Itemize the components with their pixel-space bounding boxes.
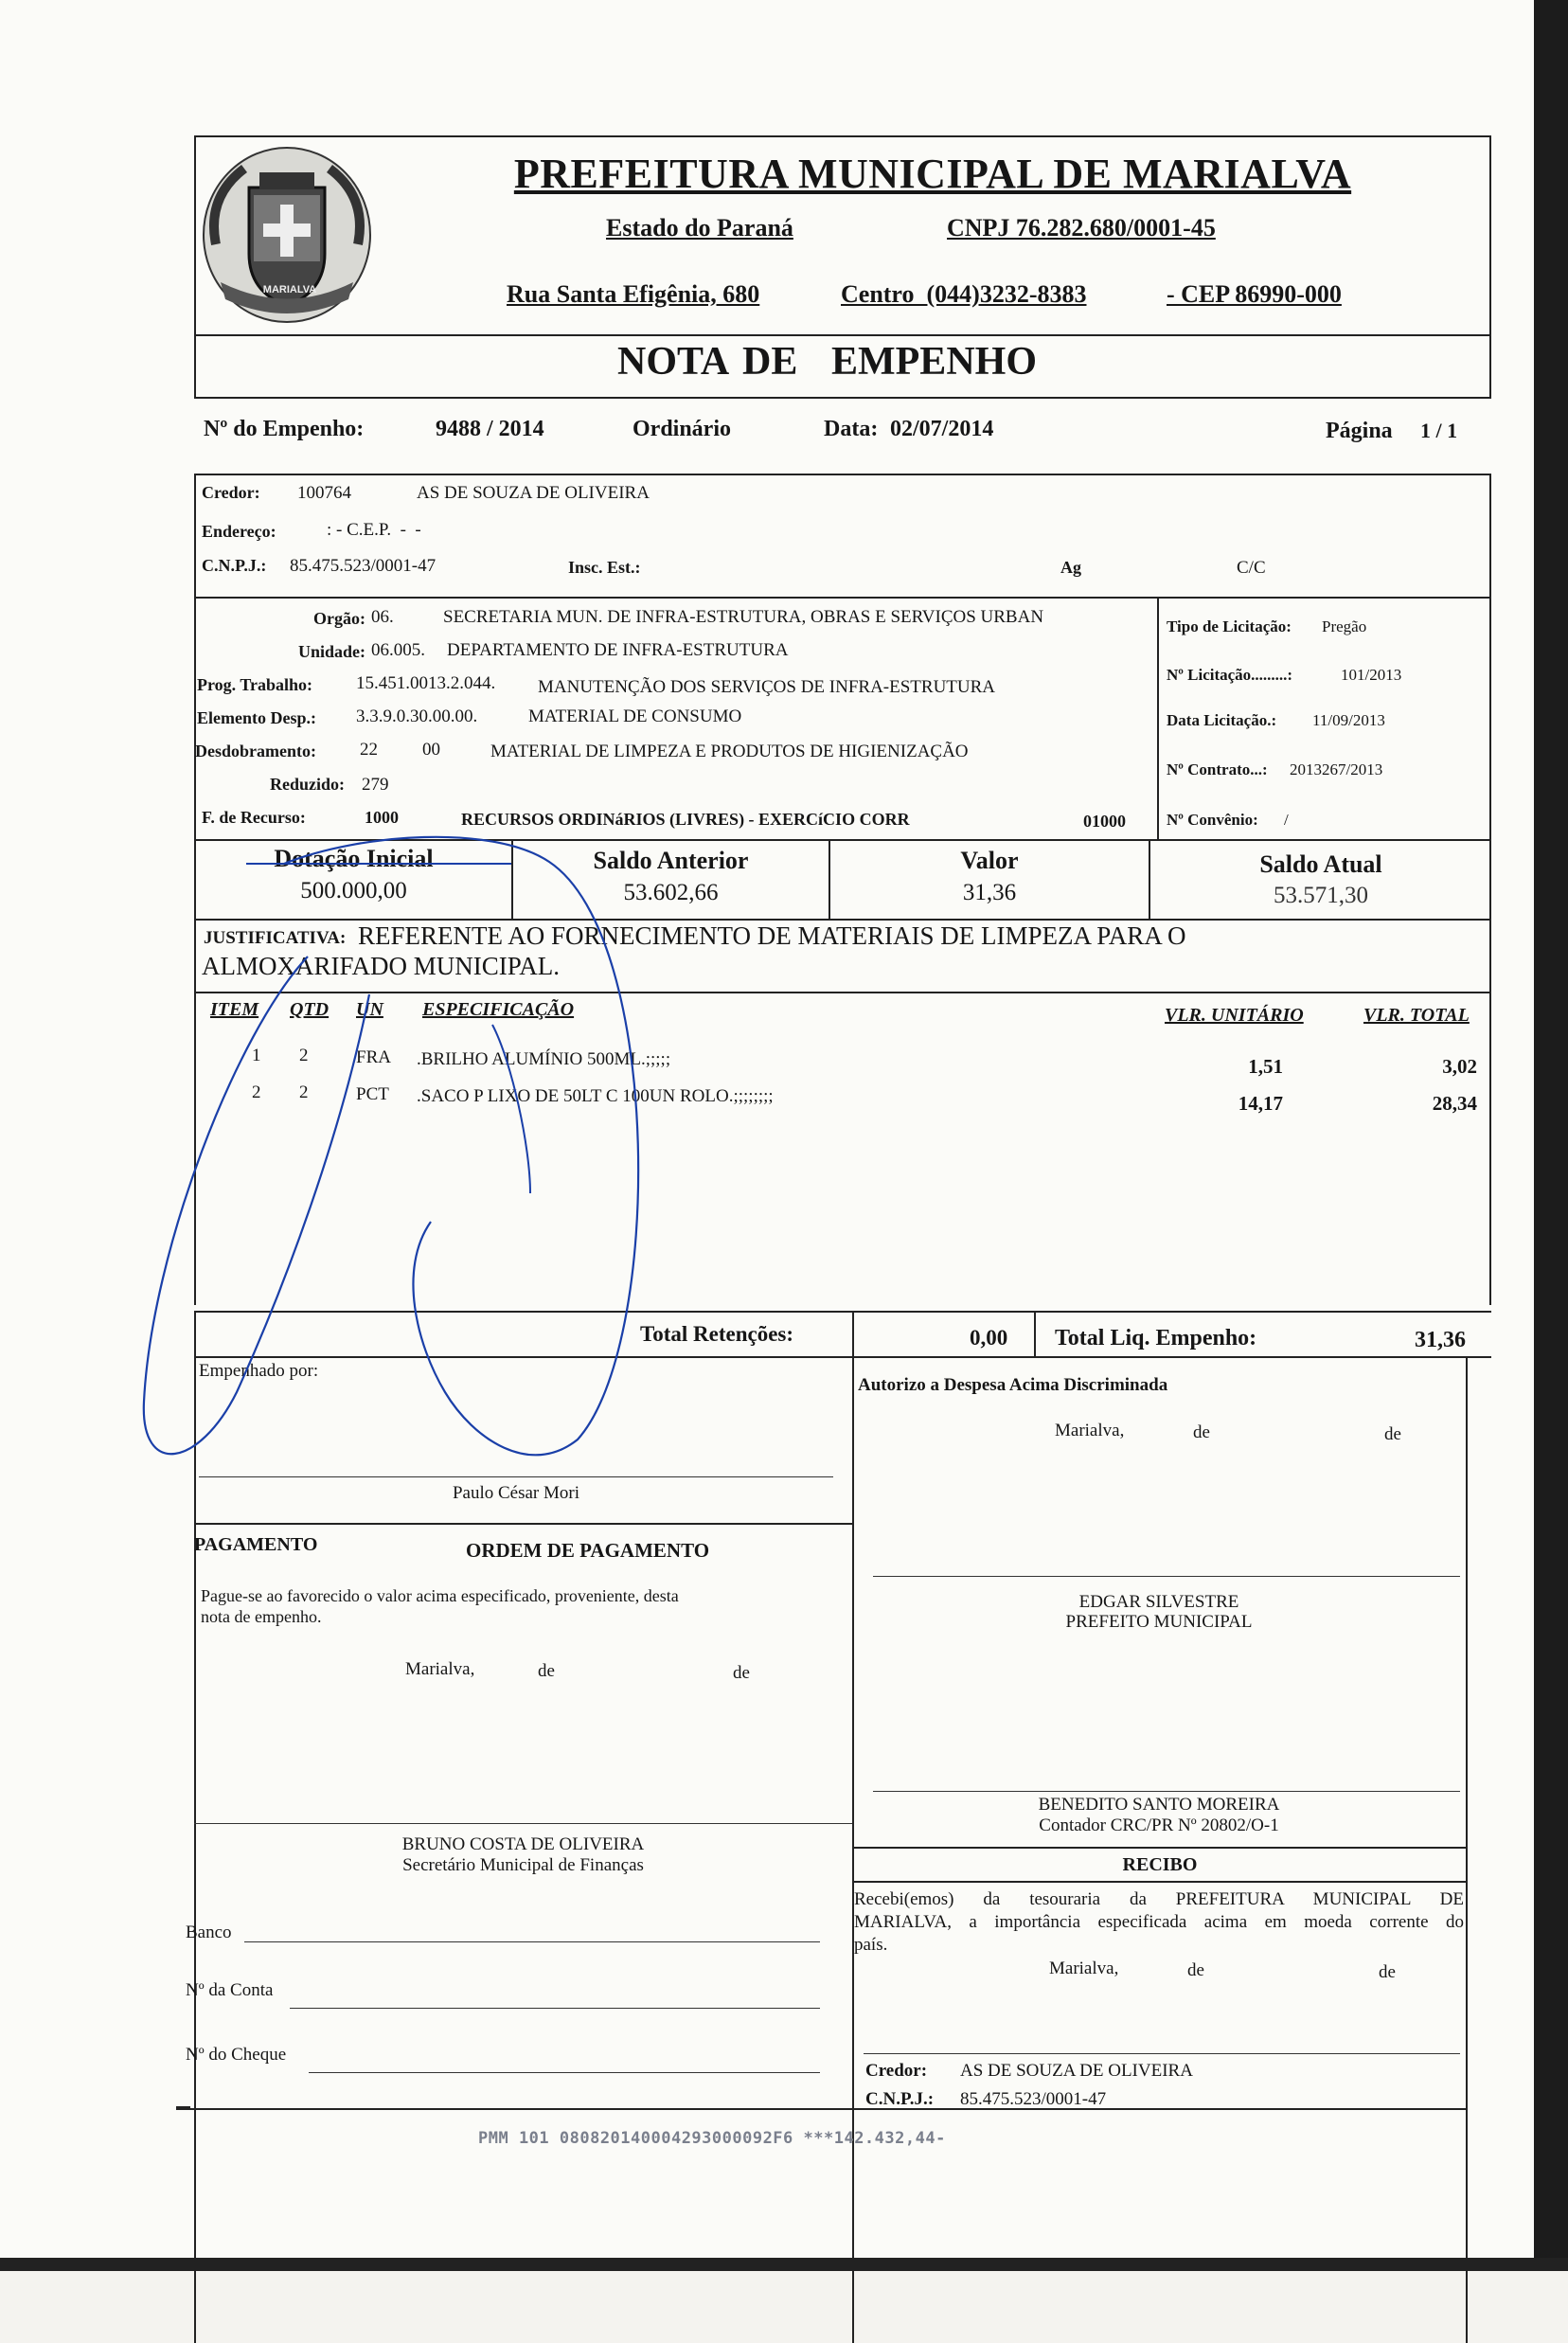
credor-code: 100764 [297,483,351,503]
autorizo-de-2: de [1384,1424,1401,1444]
saldo-atual-label: Saldo Atual [1259,850,1382,878]
divider [194,1311,1491,1313]
insc-est-label: Insc. Est.: [568,558,641,577]
divider [1466,1356,1468,2343]
signature-line [873,1791,1460,1792]
signature-line [873,1576,1460,1577]
prog-trabalho-code: 15.451.0013.2.044. [356,673,496,693]
item-especificacao: .BRILHO ALUMÍNIO 500ML.;;;;; [417,1049,671,1069]
dotacao-inicial-value: 500.000,00 [300,878,407,903]
contrato-label: Nº Contrato...: [1167,760,1268,778]
endereco-label: Endereço: [202,522,276,541]
column-header-un: UN [356,999,383,1020]
item-un: PCT [356,1084,389,1104]
prefeito-name: EDGAR SILVESTRE [1078,1592,1239,1612]
column-header-especificacao: ESPECIFICAÇÃO [422,999,575,1020]
unidade-label: Unidade: [297,642,365,661]
item-number: 1 [252,1046,261,1065]
total-liq-value: 31,36 [1415,1328,1466,1352]
divider [194,334,1491,336]
recibo-line-1: Recebi(emos) da tesouraria da PREFEITURA MUNICIPAL DE [854,1889,1464,1909]
page-label: Página [1326,419,1393,443]
prefeito-title: PREFEITO MUNICIPAL [1065,1612,1253,1632]
secretario-name: BRUNO COSTA DE OLIVEIRA [401,1834,645,1854]
cheque-field[interactable] [309,2072,820,2073]
divider [852,1847,1468,1849]
pagamento-text-line-1: Pague-se ao favorecido o valor acima especificado, proveniente, desta [201,1586,679,1605]
divider [1489,919,1491,1305]
empenho-type: Ordinário [633,417,732,441]
autorizo-de-1: de [1193,1422,1210,1442]
signature-line [194,1823,852,1824]
column-header-qtd: QTD [290,999,330,1020]
district-phone: Centro (044)3232-8383 [841,280,1087,308]
prog-trabalho-label: Prog. Trabalho: [197,675,313,694]
justificativa-line-1: REFERENTE AO FORNECIMENTO DE MATERIAIS DE LIMPEZA PARA O [358,921,1186,950]
scan-edge [1534,0,1568,2271]
divider [194,397,1491,399]
autorizo-city: Marialva, [1055,1421,1125,1440]
municipality-title: PREFEITURA MUNICIPAL DE MARIALVA [513,151,1352,197]
divider [194,1356,1491,1358]
fonte-recurso-code: 1000 [365,808,399,827]
pagamento-de-1: de [538,1661,555,1681]
elemento-name: MATERIAL DE CONSUMO [528,706,742,726]
convenio-label: Nº Convênio: [1167,811,1258,829]
divider [194,992,1491,993]
recibo-label: RECIBO [1122,1854,1198,1875]
justificativa-line-2: ALMOXARIFADO MUNICIPAL. [202,952,561,980]
municipal-crest-logo [197,140,377,330]
divider [852,1881,1468,1883]
banco-field[interactable] [244,1941,820,1942]
justificativa-label: JUSTIFICATIVA: [204,928,347,948]
licitacao-date: 11/09/2013 [1312,711,1385,729]
recibo-de-2: de [1379,1962,1396,1982]
cheque-label: Nº do Cheque [186,2045,287,2065]
item-valor-unitario: 14,17 [1238,1092,1283,1115]
signature-line [864,2053,1460,2054]
empenhado-por-label: Empenhado por: [199,1361,319,1381]
licitacao-number: 101/2013 [1341,666,1402,684]
agencia-label: Ag [1060,558,1081,577]
street-address: Rua Santa Efigênia, 680 [507,280,760,308]
doc-title-empenho: EMPENHO [831,340,1037,384]
recibo-cnpj-label: C.N.P.J.: [865,2089,935,2109]
empenho-date: 02/07/2014 [890,417,994,441]
pagamento-de-2: de [733,1663,750,1683]
recibo-city: Marialva, [1049,1958,1119,1978]
divider [194,1523,852,1525]
cep: - CEP 86990-000 [1167,280,1342,308]
cnpj-label: C.N.P.J.: [202,556,267,575]
column-header-item: ITEM [210,999,259,1020]
signature-line [199,1476,833,1477]
doc-title-de: DE [742,340,798,384]
saldo-anterior-value: 53.602,66 [623,880,719,905]
state-label: Estado do Paraná [606,214,793,241]
elemento-label: Elemento Desp.: [197,708,316,727]
item-valor-total: 3,02 [1442,1055,1477,1078]
licitacao-date-label: Data Licitação.: [1167,711,1277,729]
secretario-title: Secretário Municipal de Finanças [402,1855,644,1875]
recibo-cnpj: 85.475.523/0001-47 [960,2089,1107,2109]
saldo-atual-value: 53.571,30 [1274,883,1368,908]
ordem-pagamento-label: ORDEM DE PAGAMENTO [466,1539,710,1562]
endereco-value: : - C.E.P. - - [327,520,421,540]
divider [194,919,196,1305]
pagamento-label: PAGAMENTO [194,1534,318,1555]
recibo-line-3: país. [854,1935,888,1955]
reduzido-value: 279 [362,775,389,795]
divider [1157,597,1159,841]
doc-title-nota: NOTA [617,340,730,384]
date-label: Data: [824,417,879,441]
saldo-anterior-label: Saldo Anterior [593,847,749,874]
desdobramento-code-2: 00 [422,740,440,760]
pagamento-city: Marialva, [405,1659,475,1679]
divider [194,1311,196,2343]
divider [176,2108,1468,2110]
recibo-credor: AS DE SOUZA DE OLIVEIRA [960,2061,1193,2081]
credor-cnpj: 85.475.523/0001-47 [290,556,437,576]
orgao-code: 06. [371,607,394,627]
credor-name: AS DE SOUZA DE OLIVEIRA [417,483,650,503]
fonte-recurso-label: F. de Recurso: [202,808,306,827]
retencoes-value: 0,00 [970,1326,1008,1350]
dotacao-inicial-label: Dotação Inicial [274,845,434,872]
column-header-valor-unitario: VLR. UNITÁRIO [1165,1005,1304,1026]
conta-field[interactable] [290,2008,820,2009]
conta-label: Nº da Conta [186,1980,274,2000]
prog-trabalho-name: MANUTENÇÃO DOS SERVIÇOS DE INFRA-ESTRUTURA [538,677,996,697]
convenio-number: / [1284,811,1289,829]
fonte-recurso-code-2: 01000 [1083,812,1126,831]
autorizo-label: Autorizo a Despesa Acima Discriminada [858,1375,1168,1395]
contador-title: Contador CRC/PR Nº 20802/O-1 [1039,1815,1279,1835]
contrato-number: 2013267/2013 [1290,760,1383,778]
orgao-name: SECRETARIA MUN. DE INFRA-ESTRUTURA, OBRAS E SERVIÇOS URBAN [443,607,1044,627]
item-valor-unitario: 1,51 [1248,1055,1283,1078]
unidade-code: 06.005. [371,640,425,660]
empenhado-por-name: Paulo César Mori [452,1483,580,1503]
page-number: 1 / 1 [1420,419,1458,442]
recibo-credor-label: Credor: [865,2061,928,2081]
item-number: 2 [252,1082,261,1102]
reduzido-label: Reduzido: [269,775,345,794]
item-valor-total: 28,34 [1432,1092,1477,1115]
scan-edge [0,2258,1568,2271]
cnpj-label: CNPJ 76.282.680/0001-45 [947,214,1216,241]
column-header-valor-total: VLR. TOTAL [1363,1005,1470,1026]
desdobramento-name: MATERIAL DE LIMPEZA E PRODUTOS DE HIGIENIZAÇÃO [490,742,969,761]
pagamento-text-line-2: nota de empenho. [201,1607,322,1626]
crest-ribbon-text: MARIALVA [262,284,317,295]
valor-value: 31,36 [962,880,1017,905]
credor-label: Credor: [202,483,260,502]
elemento-code: 3.3.9.0.30.00.00. [356,706,478,726]
authentication-stamp: PMM 101 080820140004293000092F6 ***142.432,44- [478,2129,946,2148]
tipo-licitacao: Pregão [1322,617,1367,635]
desdobramento-label: Desdobramento: [195,742,316,760]
empenho-number-label: Nº do Empenho: [204,417,365,441]
conta-corrente-label: C/C [1237,558,1266,578]
tipo-licitacao-label: Tipo de Licitação: [1167,617,1292,635]
orgao-label: Orgão: [313,609,365,628]
valor-label: Valor [960,847,1019,874]
banco-label: Banco [186,1923,232,1942]
empenho-number: 9488 / 2014 [436,417,544,441]
desdobramento-code-1: 22 [360,740,378,760]
item-qtd: 2 [299,1046,309,1065]
retencoes-label: Total Retenções: [640,1322,794,1346]
recibo-de-1: de [1187,1960,1204,1980]
item-especificacao: .SACO P LIXO DE 50LT C 100UN ROLO.;;;;;;;; [417,1086,774,1106]
recibo-line-2: MARIALVA, a importância especificada acima em moeda corrente do [854,1912,1464,1932]
fonte-recurso-name: RECURSOS ORDINáRIOS (LIVRES) - EXERCíCIO CORR [461,810,910,829]
unidade-name: DEPARTAMENTO DE INFRA-ESTRUTURA [447,640,789,660]
item-qtd: 2 [299,1082,309,1102]
divider [1034,1311,1036,1356]
contador-name: BENEDITO SANTO MOREIRA [1038,1795,1280,1815]
item-un: FRA [356,1047,391,1067]
total-liq-label: Total Liq. Empenho: [1055,1326,1257,1350]
licitacao-number-label: Nº Licitação.........: [1167,666,1293,684]
